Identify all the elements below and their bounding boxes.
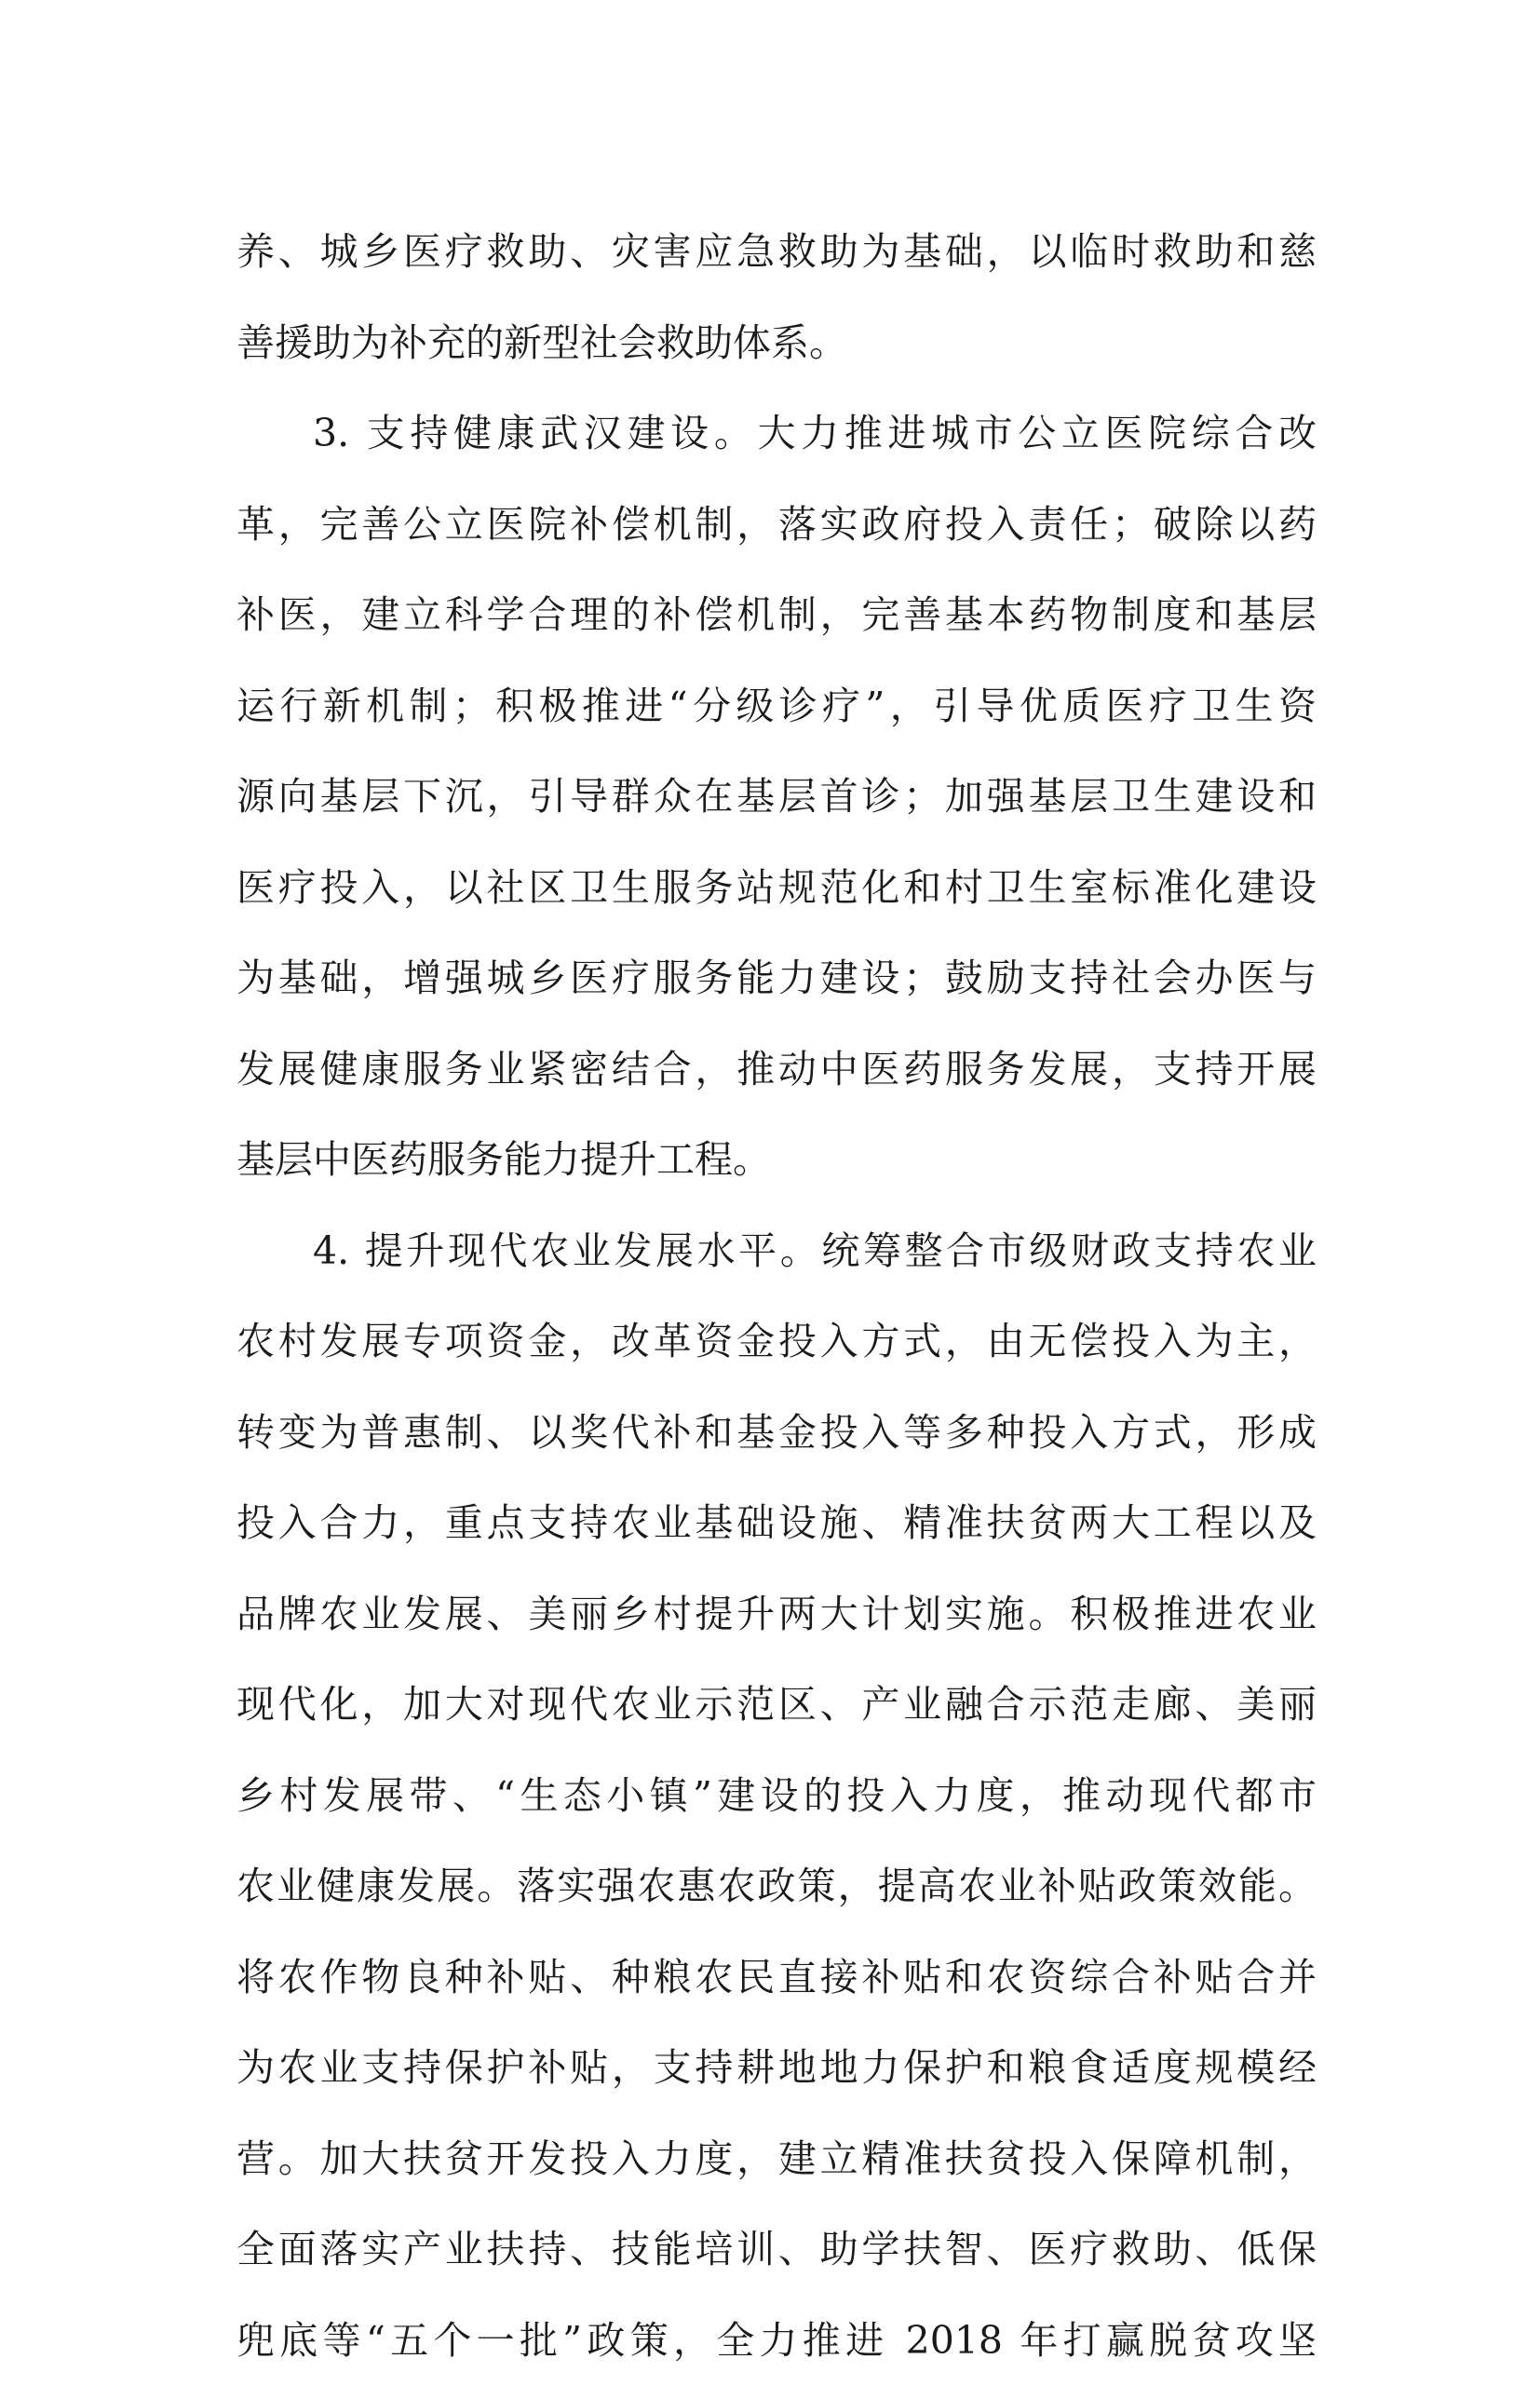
text-line [236, 298, 1317, 389]
text-line [236, 1932, 1317, 2024]
text-line-content: 发展健康服务业紧密结合，推动中医药服务发展，支持开展 [236, 1024, 1317, 1116]
text-line-content: 投入合力，重点支持农业基础设施、精准扶贫两大工程以及 [236, 1478, 1317, 1569]
text-line [236, 570, 1317, 661]
text-line-content: 转变为普惠制、以奖代补和基金投入等多种投入方式，形成 [236, 1388, 1317, 1479]
text-line-content: 4. 提升现代农业发展水平。统筹整合市级财政支持农业 [236, 1206, 1317, 1297]
paragraph-4-first-line [236, 1206, 1317, 1297]
text-line [236, 2114, 1317, 2205]
text-line-content: 兜底等“五个一批”政策，全力推进 2018 年打赢脱贫攻坚 [236, 2296, 1317, 2386]
text-line-content: 为农业支持保护补贴，支持耕地地力保护和粮食适度规模经 [236, 2023, 1317, 2114]
text-line [236, 1388, 1317, 1479]
text-line-content: 品牌农业发展、美丽乡村提升两大计划实施。积极推进农业 [236, 1569, 1317, 1661]
text-line-content: 3. 支持健康武汉建设。大力推进城市公立医院综合改 [236, 388, 1317, 480]
text-line-content: 医疗投入，以社区卫生服务站规范化和村卫生室标准化建设 [236, 843, 1317, 934]
text-line [236, 933, 1317, 1024]
text-line [236, 1115, 1317, 1206]
text-line-content: 养、城乡医疗救助、灾害应急救助为基础，以临时救助和慈 [236, 207, 1317, 298]
text-line [236, 1569, 1317, 1661]
text-line [236, 207, 1317, 298]
text-line-content: 农村发展专项资金，改革资金投入方式，由无偿投入为主， [236, 1296, 1317, 1388]
text-line [236, 752, 1317, 843]
text-line-content: 乡村发展带、“生态小镇”建设的投入力度，推动现代都市 [236, 1751, 1317, 1842]
text-line [236, 1024, 1317, 1116]
text-line [236, 2023, 1317, 2114]
text-line-content: 全面落实产业扶持、技能培训、助学扶智、医疗救助、低保 [236, 2204, 1317, 2296]
text-line [236, 661, 1317, 752]
text-line [236, 1660, 1317, 1751]
text-line [236, 1841, 1317, 1932]
text-line-content: 将农作物良种补贴、种粮农民直接补贴和农资综合补贴合并 [236, 1932, 1317, 2024]
text-line-content: 补医，建立科学合理的补偿机制，完善基本药物制度和基层 [236, 570, 1317, 661]
text-line-content: 为基础，增强城乡医疗服务能力建设；鼓励支持社会办医与 [236, 933, 1317, 1024]
text-line [236, 1751, 1317, 1842]
body-text [236, 207, 1317, 2386]
text-line-content: 革，完善公立医院补偿机制，落实政府投入责任；破除以药 [236, 480, 1317, 571]
paragraph-3-first-line [236, 388, 1317, 480]
text-line [236, 1296, 1317, 1388]
text-line [236, 843, 1317, 934]
text-line [236, 1478, 1317, 1569]
text-line-content: 营。加大扶贫开发投入力度，建立精准扶贫投入保障机制， [236, 2114, 1317, 2205]
text-line-content: 运行新机制；积极推进“分级诊疗”，引导优质医疗卫生资 [236, 661, 1317, 752]
text-line [236, 2204, 1317, 2296]
text-line-content: 基层中医药服务能力提升工程。 [236, 1115, 1317, 1206]
text-line [236, 480, 1317, 571]
text-line-content: 善援助为补充的新型社会救助体系。 [236, 298, 1317, 389]
text-line-content: 现代化，加大对现代农业示范区、产业融合示范走廊、美丽 [236, 1660, 1317, 1751]
text-line-content: 农业健康发展。落实强农惠农政策，提高农业补贴政策效能。 [236, 1841, 1317, 1932]
text-line-content: 源向基层下沉，引导群众在基层首诊；加强基层卫生建设和 [236, 752, 1317, 843]
text-line [236, 2296, 1317, 2386]
